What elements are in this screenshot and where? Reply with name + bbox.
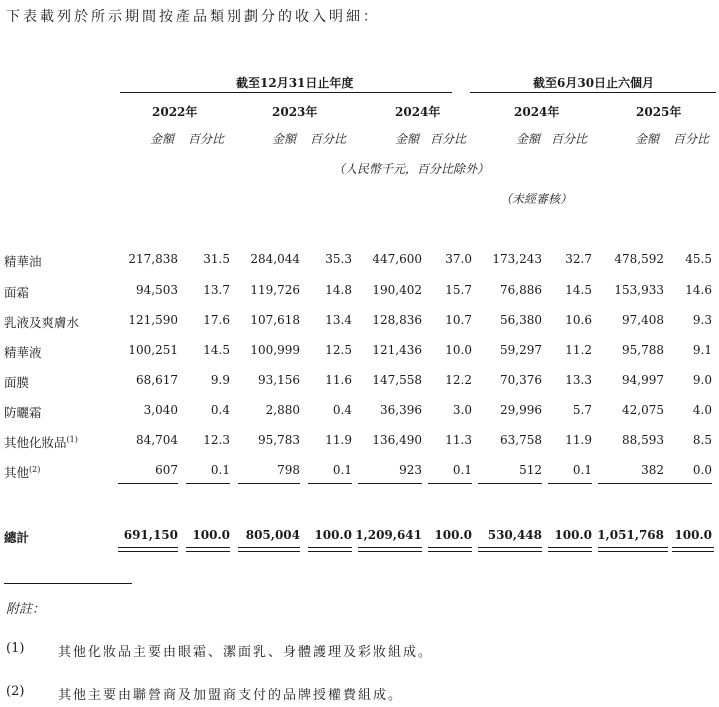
percent-cell: 15.7 — [445, 283, 472, 297]
percent-cell: 31.5 — [203, 252, 230, 266]
year-header-2024-half: 2024年 — [514, 105, 560, 119]
row-label: 面膜 — [4, 375, 30, 390]
amount-cell: 56,380 — [500, 313, 542, 327]
row-label: 防曬霜 — [4, 405, 42, 420]
row-label: 其他化妝品$^{(1)}$ — [4, 434, 78, 450]
sub-amount-5: 金額 — [635, 132, 660, 146]
percent-cell: 13.4 — [325, 313, 352, 327]
group-header-fiscal-year: 截至12月31日止年度 — [236, 76, 354, 90]
col-line — [118, 483, 178, 484]
amount-cell: 798 — [277, 463, 300, 477]
sub-amount-4: 金額 — [516, 132, 541, 146]
amount-cell: 97,408 — [622, 313, 664, 327]
percent-cell: 9.1 — [692, 343, 712, 357]
notes-rule — [4, 583, 132, 584]
row-label: 面霜 — [4, 285, 30, 300]
amount-cell: 94,997 — [622, 373, 664, 387]
amount-cell: 121,436 — [372, 343, 422, 357]
year-header-2022: 2022年 — [152, 105, 198, 119]
amount-cell: 3,040 — [143, 403, 178, 417]
sub-pct-1: 百分比 — [188, 132, 225, 146]
percent-cell: 0.1 — [210, 463, 230, 477]
percent-cell: 14.6 — [685, 283, 712, 297]
percent-cell: 17.6 — [203, 313, 230, 327]
amount-cell: 68,617 — [136, 373, 178, 387]
percent-cell: 10.7 — [445, 313, 472, 327]
percent-cell: 13.3 — [565, 373, 592, 387]
percent-cell: 5.7 — [572, 403, 592, 417]
percent-cell: 32.7 — [565, 252, 592, 266]
percent-cell: 9.0 — [692, 373, 712, 387]
percent-cell: 9.9 — [210, 373, 230, 387]
sub-amount-3: 金額 — [395, 132, 420, 146]
total-underline — [238, 547, 300, 552]
percent-cell: 11.9 — [325, 433, 352, 447]
col-line — [238, 483, 300, 484]
amount-cell: 478,592 — [614, 252, 664, 266]
col-line — [308, 483, 352, 484]
amount-cell: 63,758 — [500, 433, 542, 447]
amount-cell: 128,836 — [372, 313, 422, 327]
sub-amount-2: 金額 — [272, 132, 297, 146]
sub-pct-5: 百分比 — [673, 132, 710, 146]
footnote-ref: (2) — [29, 464, 41, 474]
total-underline — [428, 547, 472, 552]
sub-pct-4: 百分比 — [551, 132, 588, 146]
total-amount-cell: 805,004 — [245, 528, 300, 542]
total-underline — [186, 547, 230, 552]
percent-cell: 8.5 — [692, 433, 712, 447]
amount-cell: 136,490 — [372, 433, 422, 447]
group-underline-half — [470, 92, 716, 93]
year-header-2025-half: 2025年 — [636, 105, 682, 119]
amount-cell: 36,396 — [380, 403, 422, 417]
amount-cell: 119,726 — [250, 283, 300, 297]
total-percent-cell: 100.0 — [434, 528, 472, 542]
amount-cell: 100,999 — [250, 343, 300, 357]
group-header-six-months: 截至6月30日止六個月 — [533, 76, 655, 90]
total-underline — [598, 547, 668, 552]
note-2-number: (2) — [6, 684, 25, 699]
percent-cell: 12.3 — [203, 433, 230, 447]
total-amount-cell: 1,209,641 — [355, 528, 422, 542]
col-line — [186, 483, 230, 484]
percent-cell: 12.5 — [325, 343, 352, 357]
percent-cell: 14.8 — [325, 283, 352, 297]
percent-cell: 11.6 — [325, 373, 352, 387]
sub-pct-3: 百分比 — [430, 132, 467, 146]
percent-cell: 9.3 — [692, 313, 712, 327]
percent-cell: 11.3 — [445, 433, 472, 447]
amount-cell: 95,788 — [622, 343, 664, 357]
amount-cell: 447,600 — [372, 252, 422, 266]
percent-cell: 12.2 — [445, 373, 472, 387]
unaudited-note: （未經審核） — [500, 192, 573, 206]
total-percent-cell: 100.0 — [314, 528, 352, 542]
amount-cell: 923 — [399, 463, 422, 477]
total-percent-cell: 100.0 — [554, 528, 592, 542]
amount-cell: 190,402 — [372, 283, 422, 297]
percent-cell: 35.3 — [325, 252, 352, 266]
percent-cell: 4.0 — [692, 403, 712, 417]
amount-cell: 607 — [155, 463, 178, 477]
total-underline — [548, 547, 592, 552]
amount-cell: 59,297 — [500, 343, 542, 357]
percent-cell: 0.4 — [210, 403, 230, 417]
amount-cell: 95,783 — [258, 433, 300, 447]
total-amount-cell: 1,051,768 — [597, 528, 664, 542]
col-line — [478, 483, 542, 484]
total-underline — [118, 547, 178, 552]
amount-cell: 121,590 — [128, 313, 178, 327]
total-underline — [672, 547, 714, 552]
percent-cell: 0.1 — [452, 463, 472, 477]
total-underline — [358, 547, 422, 552]
percent-cell: 0.1 — [572, 463, 592, 477]
note-2-text: 其他主要由聯營商及加盟商支付的品牌授權費組成。 — [58, 688, 404, 703]
row-label: 精華油 — [4, 254, 42, 269]
sub-amount-1: 金額 — [150, 132, 175, 146]
percent-cell: 11.9 — [565, 433, 592, 447]
col-line — [548, 483, 592, 484]
amount-cell: 29,996 — [500, 403, 542, 417]
percent-cell: 14.5 — [565, 283, 592, 297]
amount-cell: 88,593 — [622, 433, 664, 447]
percent-cell: 0.4 — [332, 403, 352, 417]
unit-note: （人民幣千元，百分比除外） — [333, 162, 490, 176]
total-amount-cell: 530,448 — [487, 528, 542, 542]
percent-cell: 11.2 — [565, 343, 592, 357]
amount-cell: 284,044 — [250, 252, 300, 266]
note-1-text: 其他化妝品主要由眼霜、潔面乳、身體護理及彩妝組成。 — [58, 645, 434, 660]
col-line — [668, 483, 712, 484]
amount-cell: 107,618 — [250, 313, 300, 327]
percent-cell: 13.7 — [203, 283, 230, 297]
note-1-number: (1) — [6, 641, 25, 656]
col-line — [358, 483, 422, 484]
amount-cell: 93,156 — [258, 373, 300, 387]
amount-cell: 76,886 — [500, 283, 542, 297]
total-underline — [478, 547, 542, 552]
percent-cell: 14.5 — [203, 343, 230, 357]
amount-cell: 42,075 — [622, 403, 664, 417]
col-line — [428, 483, 472, 484]
amount-cell: 153,933 — [614, 283, 664, 297]
row-label: 乳液及爽膚水 — [4, 315, 80, 330]
amount-cell: 147,558 — [372, 373, 422, 387]
percent-cell: 45.5 — [685, 252, 712, 266]
amount-cell: 70,376 — [500, 373, 542, 387]
amount-cell: 94,503 — [136, 283, 178, 297]
amount-cell: 217,838 — [128, 252, 178, 266]
percent-cell: 37.0 — [445, 252, 472, 266]
total-label: 總計 — [4, 530, 30, 545]
group-underline-fy — [120, 92, 452, 93]
total-percent-cell: 100.0 — [674, 528, 712, 542]
percent-cell: 0.0 — [692, 463, 712, 477]
row-label: 其他$^{(2)}$ — [4, 464, 41, 480]
total-amount-cell: 691,150 — [123, 528, 178, 542]
footnote-ref: (1) — [66, 434, 78, 444]
year-header-2024: 2024年 — [395, 105, 441, 119]
total-percent-cell: 100.0 — [192, 528, 230, 542]
percent-cell: 10.0 — [445, 343, 472, 357]
amount-cell: 173,243 — [492, 252, 542, 266]
amount-cell: 512 — [519, 463, 542, 477]
percent-cell: 10.6 — [565, 313, 592, 327]
amount-cell: 2,880 — [265, 403, 300, 417]
percent-cell: 3.0 — [452, 403, 472, 417]
percent-cell: 0.1 — [332, 463, 352, 477]
year-header-2023: 2023年 — [272, 105, 318, 119]
amount-cell: 382 — [641, 463, 664, 477]
notes-title: 附註： — [6, 602, 46, 617]
amount-cell: 84,704 — [136, 433, 178, 447]
row-label: 精華液 — [4, 345, 42, 360]
intro-text: 下表載列於所示期間按產品類別劃分的收入明細： — [6, 9, 380, 25]
total-underline — [308, 547, 352, 552]
sub-pct-2: 百分比 — [310, 132, 347, 146]
amount-cell: 100,251 — [128, 343, 178, 357]
